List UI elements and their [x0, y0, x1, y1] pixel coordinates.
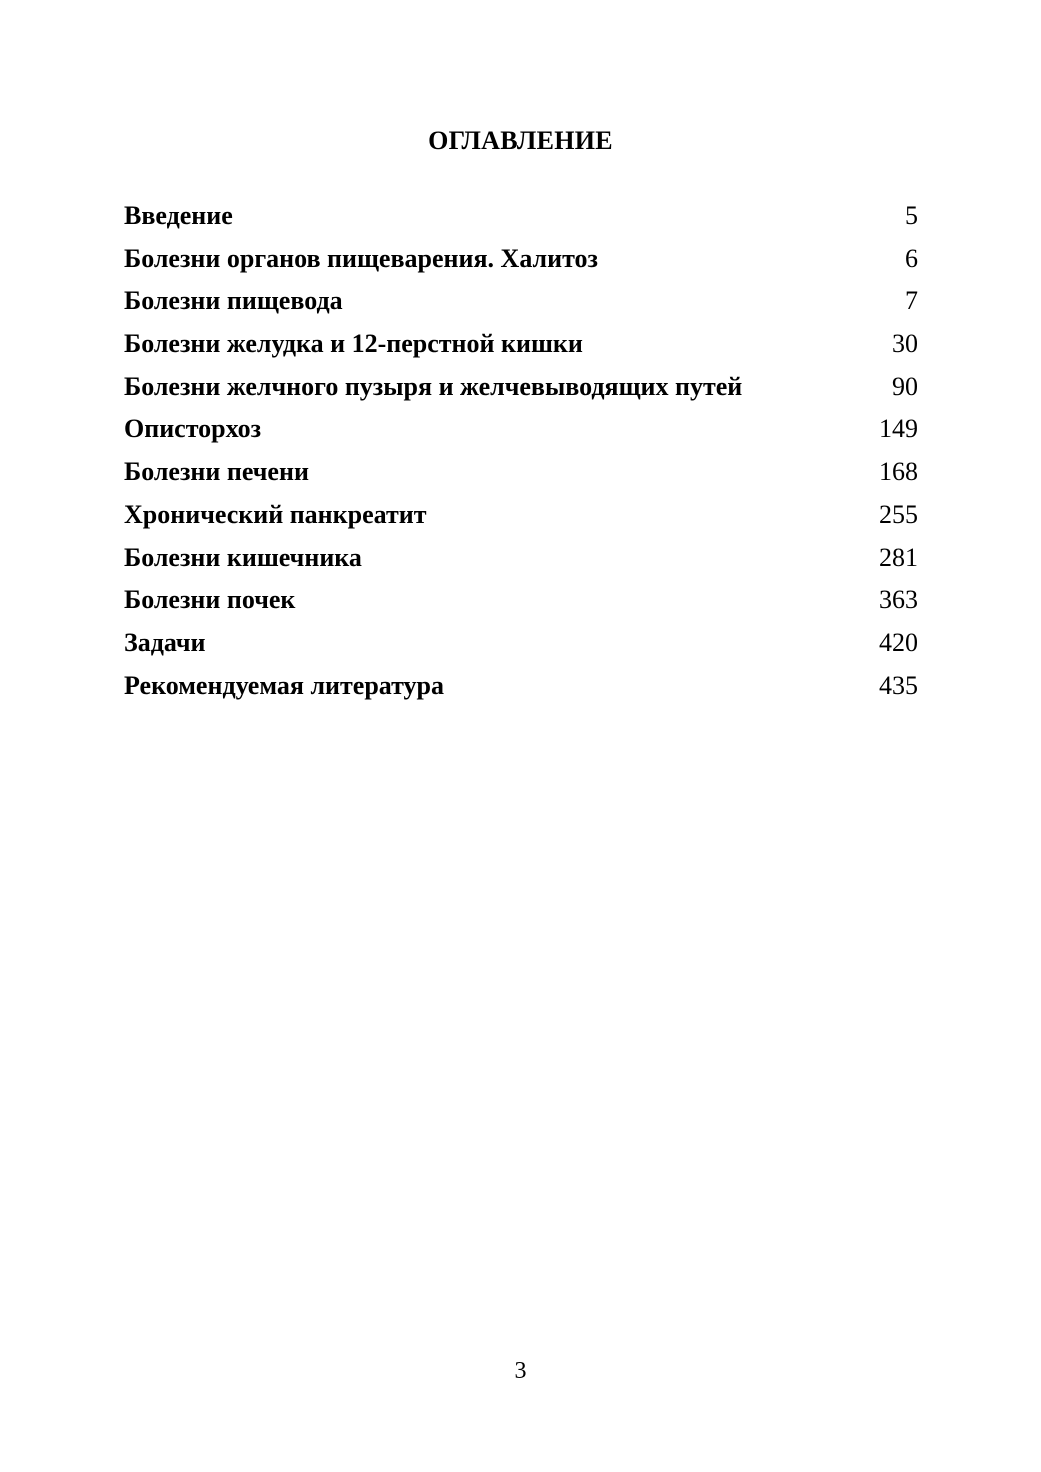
toc-entry-page: 168 — [879, 457, 918, 487]
toc-entry-introduction — [124, 198, 918, 241]
toc-entry-kidneys — [124, 582, 918, 625]
toc-title: ОГЛАВЛЕНИЕ — [428, 126, 613, 155]
toc-entry-page: 420 — [879, 627, 918, 657]
toc-entry-esophagus — [124, 283, 918, 326]
toc-entry-label: Рекомендуемая литература — [124, 670, 444, 700]
toc-entry-opisthorchiasis — [124, 411, 918, 454]
page-number: 3 — [514, 1358, 527, 1384]
toc-entry-literature — [124, 668, 918, 711]
toc-entry-label: Хронический панкреатит — [124, 499, 427, 529]
toc-entry-label: Болезни почек — [124, 585, 296, 615]
toc-entry-intestine — [124, 540, 918, 583]
toc-entry-liver — [124, 454, 918, 497]
toc-entry-tasks — [124, 625, 918, 668]
toc-entry-label: Болезни желудка и 12-перстной кишки — [124, 329, 583, 359]
toc-entry-digestive-halitosis — [124, 241, 918, 284]
toc-entry-page: 281 — [879, 542, 918, 572]
toc-entry-page: 435 — [879, 670, 918, 700]
toc-entry-page: 149 — [879, 414, 918, 444]
toc-entry-page: 30 — [892, 329, 918, 359]
toc-entry-page: 5 — [905, 201, 918, 230]
toc-entry-stomach-duodenum — [124, 326, 918, 369]
toc-entry-page: 6 — [905, 243, 918, 273]
toc-entry-pancreatitis — [124, 497, 918, 540]
toc-entry-label: Задачи — [124, 627, 206, 657]
toc-list — [124, 198, 918, 710]
toc-entry-label: Болезни пищевода — [124, 286, 343, 316]
toc-entry-label: Описторхоз — [124, 414, 262, 444]
toc-entry-label: Болезни печени — [124, 457, 309, 487]
toc-entry-label: Болезни желчного пузыря и желчевыводящих путей — [124, 371, 743, 401]
toc-entry-page: 7 — [905, 286, 918, 316]
toc-entry-gallbladder — [124, 369, 918, 412]
toc-entry-page: 90 — [892, 371, 918, 401]
toc-entry-page: 363 — [879, 585, 918, 615]
toc-entry-page: 255 — [879, 499, 918, 529]
toc-entry-label: Введение — [124, 201, 233, 230]
toc-entry-label: Болезни органов пищеварения. Халитоз — [124, 243, 598, 273]
toc-entry-label: Болезни кишечника — [124, 542, 362, 572]
